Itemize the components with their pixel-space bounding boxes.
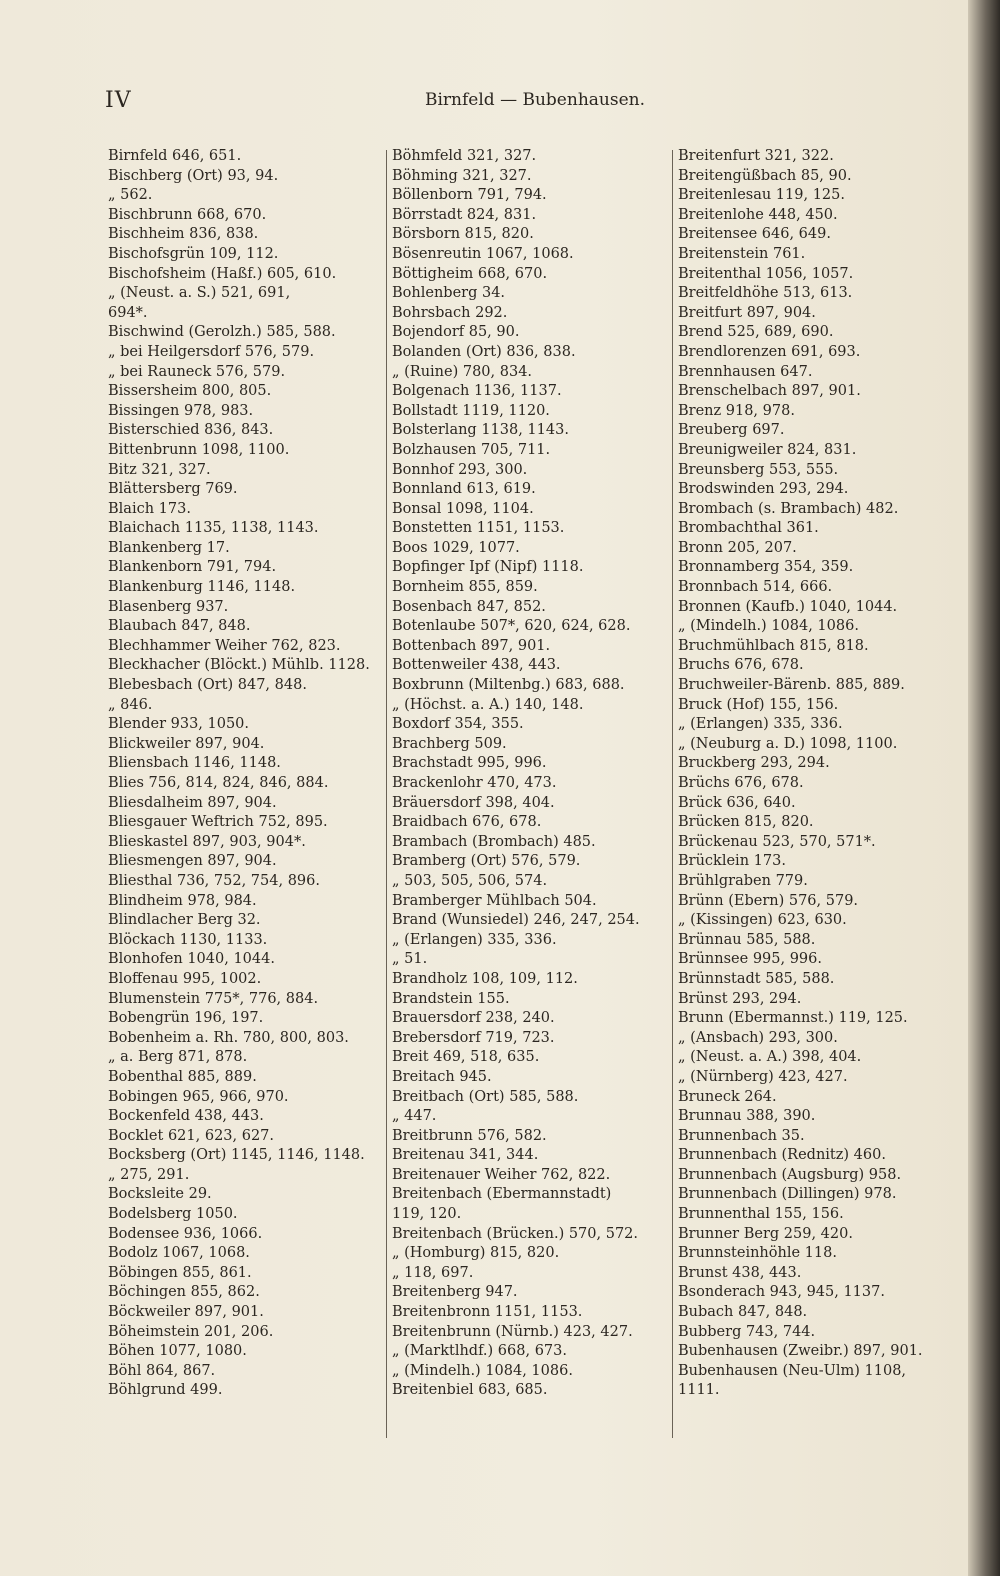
index-entry: Bliensbach 1146, 1148. — [108, 755, 281, 772]
index-entry: Bruchs 676, 678. — [678, 657, 804, 674]
index-entry: Brauersdorf 238, 240. — [392, 1010, 555, 1027]
index-entry: Blasenberg 937. — [108, 598, 229, 615]
index-entry: Bolanden (Ort) 836, 838. — [392, 343, 576, 360]
index-entry: Bocklet 621, 623, 627. — [108, 1127, 275, 1144]
index-entry: Bissersheim 800, 805. — [108, 383, 272, 400]
index-entry: Bronnen (Kaufb.) 1040, 1044. — [678, 598, 898, 615]
index-entry: Bubberg 743, 744. — [678, 1323, 816, 1340]
index-entry: Brunnenbach 35. — [678, 1127, 805, 1144]
index-entry: Böllenborn 791, 794. — [392, 187, 547, 204]
index-entry: Breitenthal 1056, 1057. — [678, 265, 854, 282]
index-entry: Brünnstadt 585, 588. — [678, 970, 835, 987]
index-entry: „ 275, 291. — [108, 1166, 190, 1183]
index-entry: Brendlorenzen 691, 693. — [678, 343, 861, 360]
index-entry: Bitz 321, 327. — [108, 461, 211, 478]
index-entry: Breitenstein 761. — [678, 245, 806, 262]
index-entry: Bissingen 978, 983. — [108, 402, 254, 419]
index-entry: Brunst 438, 443. — [678, 1264, 802, 1281]
index-entry: Breitenbrunn (Nürnb.) 423, 427. — [392, 1323, 633, 1340]
index-entry: Breitbach (Ort) 585, 588. — [392, 1088, 579, 1105]
index-entry: Bramberger Mühlbach 504. — [392, 892, 597, 909]
index-entry: Brandstein 155. — [392, 990, 510, 1007]
index-entry: Bruchweiler-Bärenb. 885, 889. — [678, 677, 905, 694]
index-entry: Bischofsgrün 109, 112. — [108, 245, 279, 262]
index-entry: Breit 469, 518, 635. — [392, 1049, 540, 1066]
index-entry: Brünnsee 995, 996. — [678, 951, 822, 968]
index-entry: Breitenau 341, 344. — [392, 1147, 539, 1164]
index-entry: „ (Nürnberg) 423, 427. — [678, 1068, 848, 1085]
index-entry: Bischbrunn 668, 670. — [108, 206, 267, 223]
index-entry: Bohrsbach 292. — [392, 304, 508, 321]
index-entry: Breitengüßbach 85, 90. — [678, 167, 852, 184]
index-entry: Böhming 321, 327. — [392, 167, 532, 184]
index-entry: Brünnau 585, 588. — [678, 931, 816, 948]
index-entry: Blindlacher Berg 32. — [108, 912, 261, 929]
index-entry: Brend 525, 689, 690. — [678, 324, 834, 341]
index-entry: „ (Homburg) 815, 820. — [392, 1245, 560, 1262]
book-spine-shadow — [968, 0, 1000, 1576]
index-entry: Breitenlohe 448, 450. — [678, 206, 838, 223]
index-entry: Birnfeld 646, 651. — [108, 148, 242, 164]
index-entry: Blechhammer Weiher 762, 823. — [108, 637, 341, 654]
index-entry: Bornheim 855, 859. — [392, 579, 538, 596]
index-entry: Brücklein 173. — [678, 853, 786, 870]
index-entry: Brand (Wunsiedel) 246, 247, 254. — [392, 912, 640, 929]
index-entry: Braidbach 676, 678. — [392, 814, 542, 831]
index-entry: 1111. — [678, 1382, 720, 1399]
index-entry: Bliesmengen 897, 904. — [108, 853, 277, 870]
index-entry: Blankenborn 791, 794. — [108, 559, 277, 576]
index-entry: Brodswinden 293, 294. — [678, 481, 849, 498]
index-entry: „ (Neust. a. S.) 521, 691, — [108, 285, 291, 302]
index-entry: Brennhausen 647. — [678, 363, 813, 380]
index-entry: Bosenbach 847, 852. — [392, 598, 546, 615]
index-entry: „ (Mindelh.) 1084, 1086. — [678, 618, 859, 635]
index-entry: „ (Erlangen) 335, 336. — [678, 716, 843, 733]
index-entry: Bonstetten 1151, 1153. — [392, 520, 565, 537]
index-entry: Brackenlohr 470, 473. — [392, 775, 557, 791]
index-entry: Brunnenthal 155, 156. — [678, 1206, 844, 1223]
index-entry: Blöckach 1130, 1133. — [108, 931, 268, 948]
index-entry: Bobenthal 885, 889. — [108, 1068, 257, 1085]
index-entry: Bonsal 1098, 1104. — [392, 500, 534, 517]
index-entry: „ 118, 697. — [392, 1264, 474, 1281]
index-entry: Böhmfeld 321, 327. — [392, 148, 537, 164]
index-entry: Brunnenbach (Dillingen) 978. — [678, 1186, 897, 1203]
index-entry: Brachstadt 995, 996. — [392, 755, 547, 772]
index-entry: „ (Neuburg a. D.) 1098, 1100. — [678, 735, 898, 752]
index-entry: Breitfurt 897, 904. — [678, 304, 816, 321]
index-column-1 — [108, 147, 388, 1401]
index-entry: Börsborn 815, 820. — [392, 226, 534, 243]
index-entry: Brunner Berg 259, 420. — [678, 1225, 853, 1242]
index-entry: Bruchmühlbach 815, 818. — [678, 637, 869, 654]
index-entry: „ (Marktlhdf.) 668, 673. — [392, 1343, 567, 1360]
index-entry: Brachberg 509. — [392, 735, 507, 752]
index-entry: Bottenweiler 438, 443. — [392, 657, 561, 674]
index-entry: Brücken 815, 820. — [678, 814, 814, 831]
index-entry: Blaubach 847, 848. — [108, 618, 251, 635]
index-entry: Bocksleite 29. — [108, 1186, 212, 1203]
index-entry: Bubenhausen (Neu-Ulm) 1108, — [678, 1362, 907, 1379]
index-entry: Breitenauer Weiher 762, 822. — [392, 1166, 611, 1183]
index-entry: Blankenberg 17. — [108, 539, 230, 556]
index-entry: Blättersberg 769. — [108, 481, 238, 498]
index-entry: Bolzhausen 705, 711. — [392, 441, 551, 458]
index-entry: Bruckberg 293, 294. — [678, 755, 830, 772]
index-entry: Breitenbiel 683, 685. — [392, 1382, 548, 1399]
index-entry: Börrstadt 824, 831. — [392, 206, 537, 223]
index-entry: Bobenheim a. Rh. 780, 800, 803. — [108, 1029, 349, 1046]
index-entry: Brunnsteinhöhle 118. — [678, 1245, 837, 1262]
index-entry: Breitenfurt 321, 322. — [678, 148, 834, 164]
index-entry: Bliesdalheim 897, 904. — [108, 794, 277, 811]
index-entry: Bonnhof 293, 300. — [392, 461, 528, 478]
index-entry: „ (Ruine) 780, 834. — [392, 363, 533, 380]
index-entry: Breitensee 646, 649. — [678, 226, 831, 243]
column-divider — [672, 150, 673, 1438]
index-entry: „ 562. — [108, 187, 153, 204]
index-entry: Bischwind (Gerolzh.) 585, 588. — [108, 324, 336, 341]
index-entry: Bodelsberg 1050. — [108, 1206, 238, 1223]
index-entry: Brunn (Ebermannst.) 119, 125. — [678, 1010, 908, 1027]
index-entry: Blender 933, 1050. — [108, 716, 250, 733]
index-entry: Bolsterlang 1138, 1143. — [392, 422, 569, 439]
index-entry: Breitbrunn 576, 582. — [392, 1127, 547, 1144]
index-entry: Bubenhausen (Zweibr.) 897, 901. — [678, 1343, 923, 1360]
index-entry: Brückenau 523, 570, 571*. — [678, 833, 876, 850]
index-entry: Bohlenberg 34. — [392, 285, 506, 302]
index-entry: Böheimstein 201, 206. — [108, 1323, 274, 1340]
index-entry: Bubach 847, 848. — [678, 1304, 808, 1321]
index-entry: Bobengrün 196, 197. — [108, 1010, 264, 1027]
page-header — [105, 88, 645, 118]
index-entry: Bronn 205, 207. — [678, 539, 797, 556]
index-entry: „ (Neust. a. A.) 398, 404. — [678, 1049, 862, 1066]
index-entry: Blickweiler 897, 904. — [108, 735, 265, 752]
index-entry: Bischberg (Ort) 93, 94. — [108, 167, 279, 184]
index-entry: Blies 756, 814, 824, 846, 884. — [108, 775, 329, 791]
index-entry: „ a. Berg 871, 878. — [108, 1049, 248, 1066]
index-entry: Bischheim 836, 838. — [108, 226, 259, 243]
index-entry: Bonnland 613, 619. — [392, 481, 536, 498]
index-entry: Blaich 173. — [108, 500, 191, 517]
index-entry: Böhen 1077, 1080. — [108, 1343, 247, 1360]
index-entry: Brandholz 108, 109, 112. — [392, 970, 578, 987]
index-entry: Boxdorf 354, 355. — [392, 716, 524, 733]
index-entry: Bocksberg (Ort) 1145, 1146, 1148. — [108, 1147, 365, 1164]
index-entry: Brück 636, 640. — [678, 794, 796, 811]
index-entry: Blebesbach (Ort) 847, 848. — [108, 677, 307, 694]
index-entry: Brombachthal 361. — [678, 520, 819, 537]
index-entry: Brunnenbach (Augsburg) 958. — [678, 1166, 902, 1183]
index-entry: „ bei Rauneck 576, 579. — [108, 363, 286, 380]
index-entry: Bischofsheim (Haßf.) 605, 610. — [108, 265, 337, 282]
index-entry: Breitfeldhöhe 513, 613. — [678, 285, 853, 302]
index-entry: 119, 120. — [392, 1206, 462, 1223]
index-entry: „ (Ansbach) 293, 300. — [678, 1029, 838, 1046]
index-entry: Brühlgraben 779. — [678, 872, 808, 889]
index-entry: „ 846. — [108, 696, 153, 713]
index-entry: Bisterschied 836, 843. — [108, 422, 274, 439]
index-entry: 694*. — [108, 304, 148, 321]
index-entry: Blumenstein 775*, 776, 884. — [108, 990, 319, 1007]
index-entry: Bobingen 965, 966, 970. — [108, 1088, 289, 1105]
index-entry: Blankenburg 1146, 1148. — [108, 579, 296, 596]
index-entry: Blindheim 978, 984. — [108, 892, 257, 909]
index-entry: Bräuersdorf 398, 404. — [392, 794, 555, 811]
index-entry: Breitach 945. — [392, 1068, 492, 1085]
index-entry: Bopfinger Ipf (Nipf) 1118. — [392, 559, 584, 576]
page-number: IV — [105, 88, 132, 113]
index-entry: Blonhofen 1040, 1044. — [108, 951, 275, 968]
index-entry: Breunigweiler 824, 831. — [678, 441, 857, 458]
index-entry: Bliesthal 736, 752, 754, 896. — [108, 872, 320, 889]
index-entry: Brombach (s. Brambach) 482. — [678, 500, 899, 517]
index-column-3 — [678, 147, 958, 1401]
index-column-2 — [392, 147, 672, 1401]
index-entry: Breuberg 697. — [678, 422, 785, 439]
index-entry: Botenlaube 507*, 620, 624, 628. — [392, 618, 631, 635]
index-entry: Bliesgauer Weftrich 752, 895. — [108, 814, 328, 831]
index-entry: Brunnenbach (Rednitz) 460. — [678, 1147, 886, 1164]
index-entry: Blaichach 1135, 1138, 1143. — [108, 520, 319, 537]
index-entry: Bloffenau 995, 1002. — [108, 970, 262, 987]
index-entry: Bronnbach 514, 666. — [678, 579, 833, 596]
index-entry: Böckweiler 897, 901. — [108, 1304, 264, 1321]
index-entry: „ (Höchst. a. A.) 140, 148. — [392, 696, 584, 713]
index-entry: Bramberg (Ort) 576, 579. — [392, 853, 581, 870]
index-entry: Böchingen 855, 862. — [108, 1284, 260, 1301]
index-entry: Bittenbrunn 1098, 1100. — [108, 441, 290, 458]
index-entry: Bollstadt 1119, 1120. — [392, 402, 550, 419]
index-entry: Boxbrunn (Miltenbg.) 683, 688. — [392, 677, 625, 694]
index-entry: Brünn (Ebern) 576, 579. — [678, 892, 859, 909]
index-entry: „ bei Heilgersdorf 576, 579. — [108, 343, 315, 360]
index-entry: Bsonderach 943, 945, 1137. — [678, 1284, 885, 1301]
index-entry: Bronnamberg 354, 359. — [678, 559, 854, 576]
index-entry: „ (Kissingen) 623, 630. — [678, 912, 847, 929]
running-head: Birnfeld — Bubenhausen. — [425, 90, 645, 110]
index-entry: „ 51. — [392, 951, 428, 968]
index-entry: Bösenreutin 1067, 1068. — [392, 245, 574, 262]
index-entry: Breitenlesau 119, 125. — [678, 187, 845, 204]
index-entry: Brambach (Brombach) 485. — [392, 833, 596, 850]
index-entry: „ (Erlangen) 335, 336. — [392, 931, 557, 948]
index-entry: „ (Mindelh.) 1084, 1086. — [392, 1362, 573, 1379]
index-entry: Brebersdorf 719, 723. — [392, 1029, 555, 1046]
index-entry: Böttigheim 668, 670. — [392, 265, 548, 282]
index-entry: „ 503, 505, 506, 574. — [392, 872, 548, 889]
index-entry: Böbingen 855, 861. — [108, 1264, 252, 1281]
index-entry: Brüchs 676, 678. — [678, 775, 804, 791]
index-entry: Bleckhacher (Blöckt.) Mühlb. 1128. — [108, 657, 370, 674]
index-entry: Böhl 864, 867. — [108, 1362, 216, 1379]
index-entry: „ 447. — [392, 1108, 437, 1125]
index-entry: Böhlgrund 499. — [108, 1382, 223, 1399]
index-entry: Breunsberg 553, 555. — [678, 461, 839, 478]
column-divider — [386, 150, 387, 1438]
index-entry: Breitenberg 947. — [392, 1284, 518, 1301]
index-entry: Bodolz 1067, 1068. — [108, 1245, 250, 1262]
index-entry: Brunnau 388, 390. — [678, 1108, 816, 1125]
index-entry: Bruck (Hof) 155, 156. — [678, 696, 839, 713]
index-entry: Boos 1029, 1077. — [392, 539, 520, 556]
index-entry: Bottenbach 897, 901. — [392, 637, 551, 654]
index-entry: Bolgenach 1136, 1137. — [392, 383, 562, 400]
index-entry: Bojendorf 85, 90. — [392, 324, 520, 341]
index-entry: Brenschelbach 897, 901. — [678, 383, 861, 400]
index-entry: Bodensee 936, 1066. — [108, 1225, 263, 1242]
index-entry: Blieskastel 897, 903, 904*. — [108, 833, 306, 850]
index-entry: Breitenbach (Ebermannstadt) — [392, 1186, 612, 1203]
index-entry: Brünst 293, 294. — [678, 990, 802, 1007]
index-entry: Bockenfeld 438, 443. — [108, 1108, 264, 1125]
index-entry: Breitenbronn 1151, 1153. — [392, 1304, 583, 1321]
index-entry: Bruneck 264. — [678, 1088, 777, 1105]
index-entry: Breitenbach (Brücken.) 570, 572. — [392, 1225, 639, 1242]
index-entry: Brenz 918, 978. — [678, 402, 795, 419]
